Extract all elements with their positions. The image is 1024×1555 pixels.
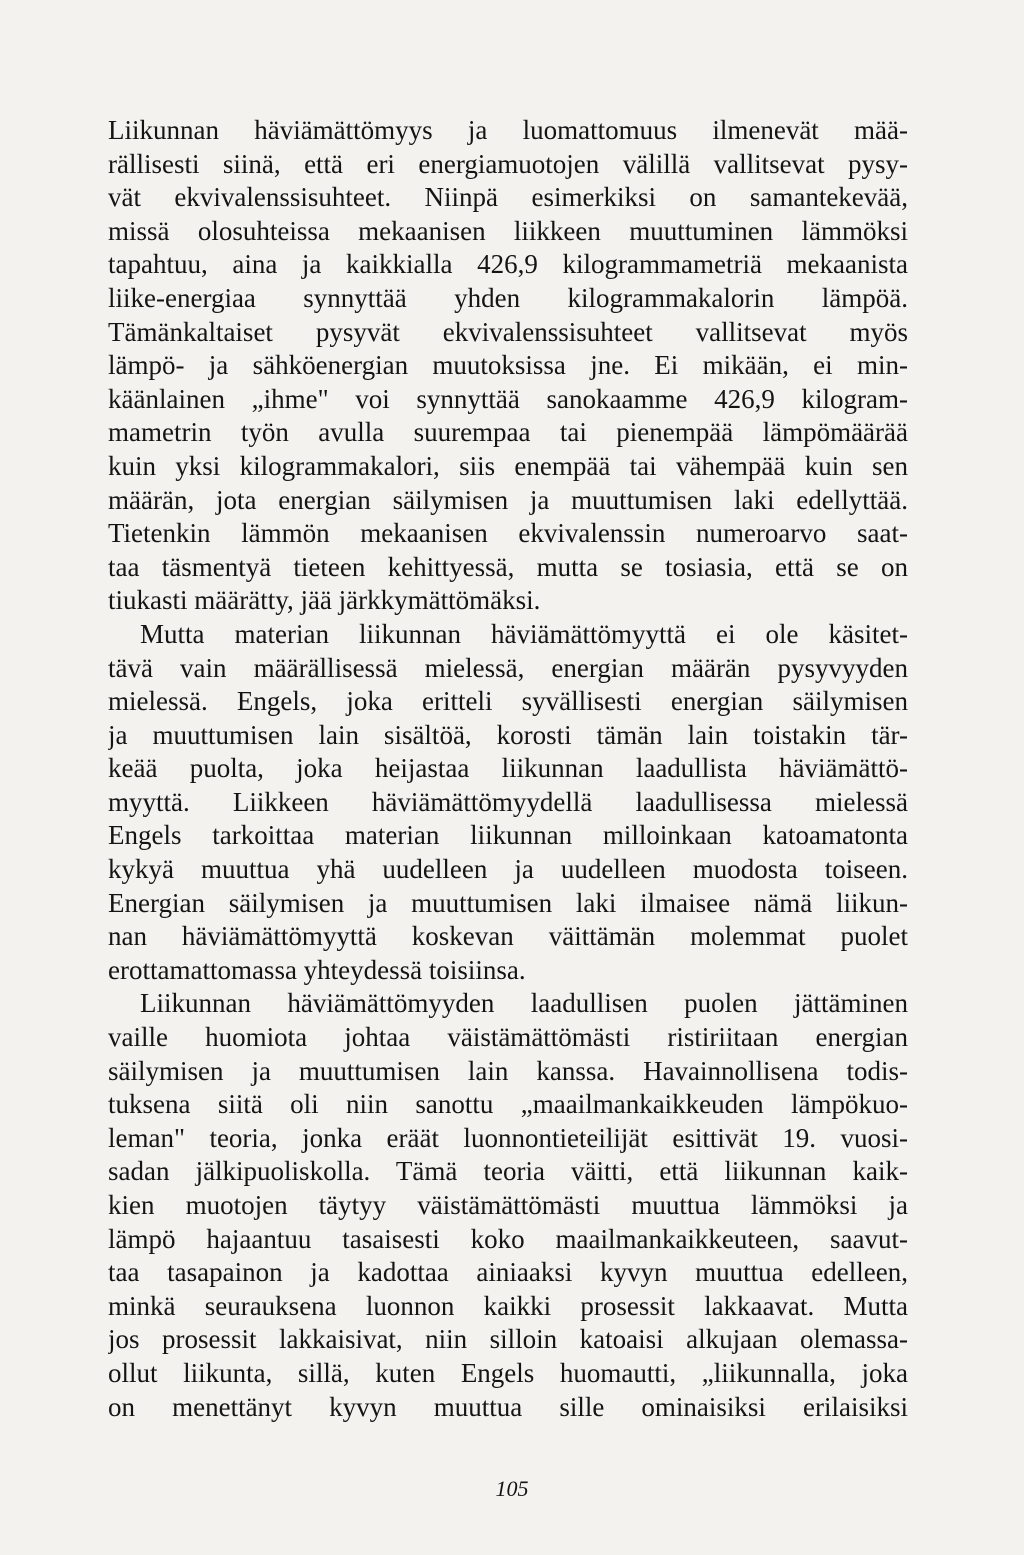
page-number: 105: [495, 1476, 529, 1501]
text-line: Engels tarkoittaa materian liikunnan milloinkaan katoamatonta: [108, 820, 908, 851]
text-line: on menettänyt kyvyn muuttua sille ominaisiksi erilaisiksi: [108, 1391, 908, 1422]
text-line: tuksena siitä oli niin sanottu „maailmankaikkeuden lämpökuo-: [108, 1089, 908, 1120]
text-line: mielessä. Engels, joka eritteli syvällisesti energian säilymisen: [108, 686, 908, 717]
paragraph-start-line: Mutta materian liikunnan häviämättömyyttä ei ole käsitet-: [140, 618, 908, 649]
body-text: [108, 114, 908, 1424]
text-line: vaille huomiota johtaa väistämättömästi ristiriitaan energian: [108, 1022, 908, 1053]
text-line: käänlainen „ihme" voi synnyttää sanokaamme 426,9 kilogram-: [108, 383, 908, 414]
text-line: taa tasapainon ja kadottaa ainiaaksi kyvyn muuttua edelleen,: [108, 1257, 908, 1288]
text-line: ollut liikunta, sillä, kuten Engels huomautti, „liikunnalla, joka: [108, 1357, 908, 1388]
text-line: minkä seurauksena luonnon kaikki prosessit lakkaavat. Mutta: [108, 1290, 908, 1321]
text-line: Tietenkin lämmön mekaanisen ekvivalenssin numeroarvo saat-: [108, 518, 908, 549]
text-line: missä olosuhteissa mekaanisen liikkeen muuttuminen lämmöksi: [108, 215, 908, 246]
text-line: Energian säilymisen ja muuttumisen laki ilmaisee nämä liikun-: [108, 887, 908, 918]
text-line: leman" teoria, jonka eräät luonnontieteilijät esittivät 19. vuosi-: [108, 1122, 908, 1153]
text-line: tävä vain määrällisessä mielessä, energian määrän pysyvyyden: [108, 652, 908, 683]
text-line: nan häviämättömyyttä koskevan väittämän molemmat puolet: [108, 921, 908, 952]
text-line: taa täsmentyä tieteen kehittyessä, mutta se tosiasia, että se on: [108, 551, 908, 582]
text-line: rällisesti siinä, että eri energiamuotojen välillä vallitsevat pysy-: [108, 148, 908, 179]
text-line: määrän, jota energian säilymisen ja muuttumisen laki edellyttää.: [108, 484, 908, 515]
text-line: lämpö hajaantuu tasaisesti koko maailmankaikkeuteen, saavut-: [108, 1223, 908, 1254]
text-line: kykyä muuttua yhä uudelleen ja uudelleen muodosta toiseen.: [108, 854, 908, 885]
text-line: liike-energiaa synnyttää yhden kilogrammakalorin lämpöä.: [108, 282, 908, 313]
text-line: lämpö- ja sähköenergian muutoksissa jne. Ei mikään, ei min-: [108, 350, 908, 381]
text-line: tapahtuu, aina ja kaikkialla 426,9 kilogrammametriä mekaanista: [108, 249, 908, 280]
paragraph-start-line: Liikunnan häviämättömyyden laadullisen puolen jättäminen: [140, 988, 908, 1019]
text-line: mametrin työn avulla suurempaa tai pienempää lämpömäärää: [108, 417, 908, 448]
paragraph-end-line: erottamattomassa yhteydessä toisiinsa.: [108, 954, 526, 985]
text-line: kien muotojen täytyy väistämättömästi muuttua lämmöksi ja: [108, 1190, 908, 1220]
text-line: Liikunnan häviämättömyys ja luomattomuus ilmenevät mää-: [108, 115, 908, 145]
text-line: sadan jälkipuoliskolla. Tämä teoria väitti, että liikunnan kaik-: [108, 1156, 908, 1187]
text-line: ja muuttumisen lain sisältöä, korosti tämän lain toistakin tär-: [108, 719, 908, 750]
text-line: keää puolta, joka heijastaa liikunnan laadullista häviämättö-: [108, 753, 908, 784]
text-line: jos prosessit lakkaisivat, niin silloin katoaisi alkujaan olemassa-: [108, 1324, 908, 1355]
text-line: myyttä. Liikkeen häviämättömyydellä laadullisessa mielessä: [108, 786, 908, 817]
text-line: kuin yksi kilogrammakalori, siis enempää tai vähempää kuin sen: [108, 450, 908, 481]
text-line: säilymisen ja muuttumisen lain kanssa. Havainnollisena todis-: [108, 1055, 908, 1086]
text-line: vät ekvivalenssisuhteet. Niinpä esimerkiksi on samantekevää,: [108, 182, 908, 213]
paragraph-end-line: tiukasti määrätty, jää järkkymättömäksi.: [108, 585, 541, 616]
text-line: Tämänkaltaiset pysyvät ekvivalenssisuhteet vallitsevat myös: [108, 316, 908, 347]
